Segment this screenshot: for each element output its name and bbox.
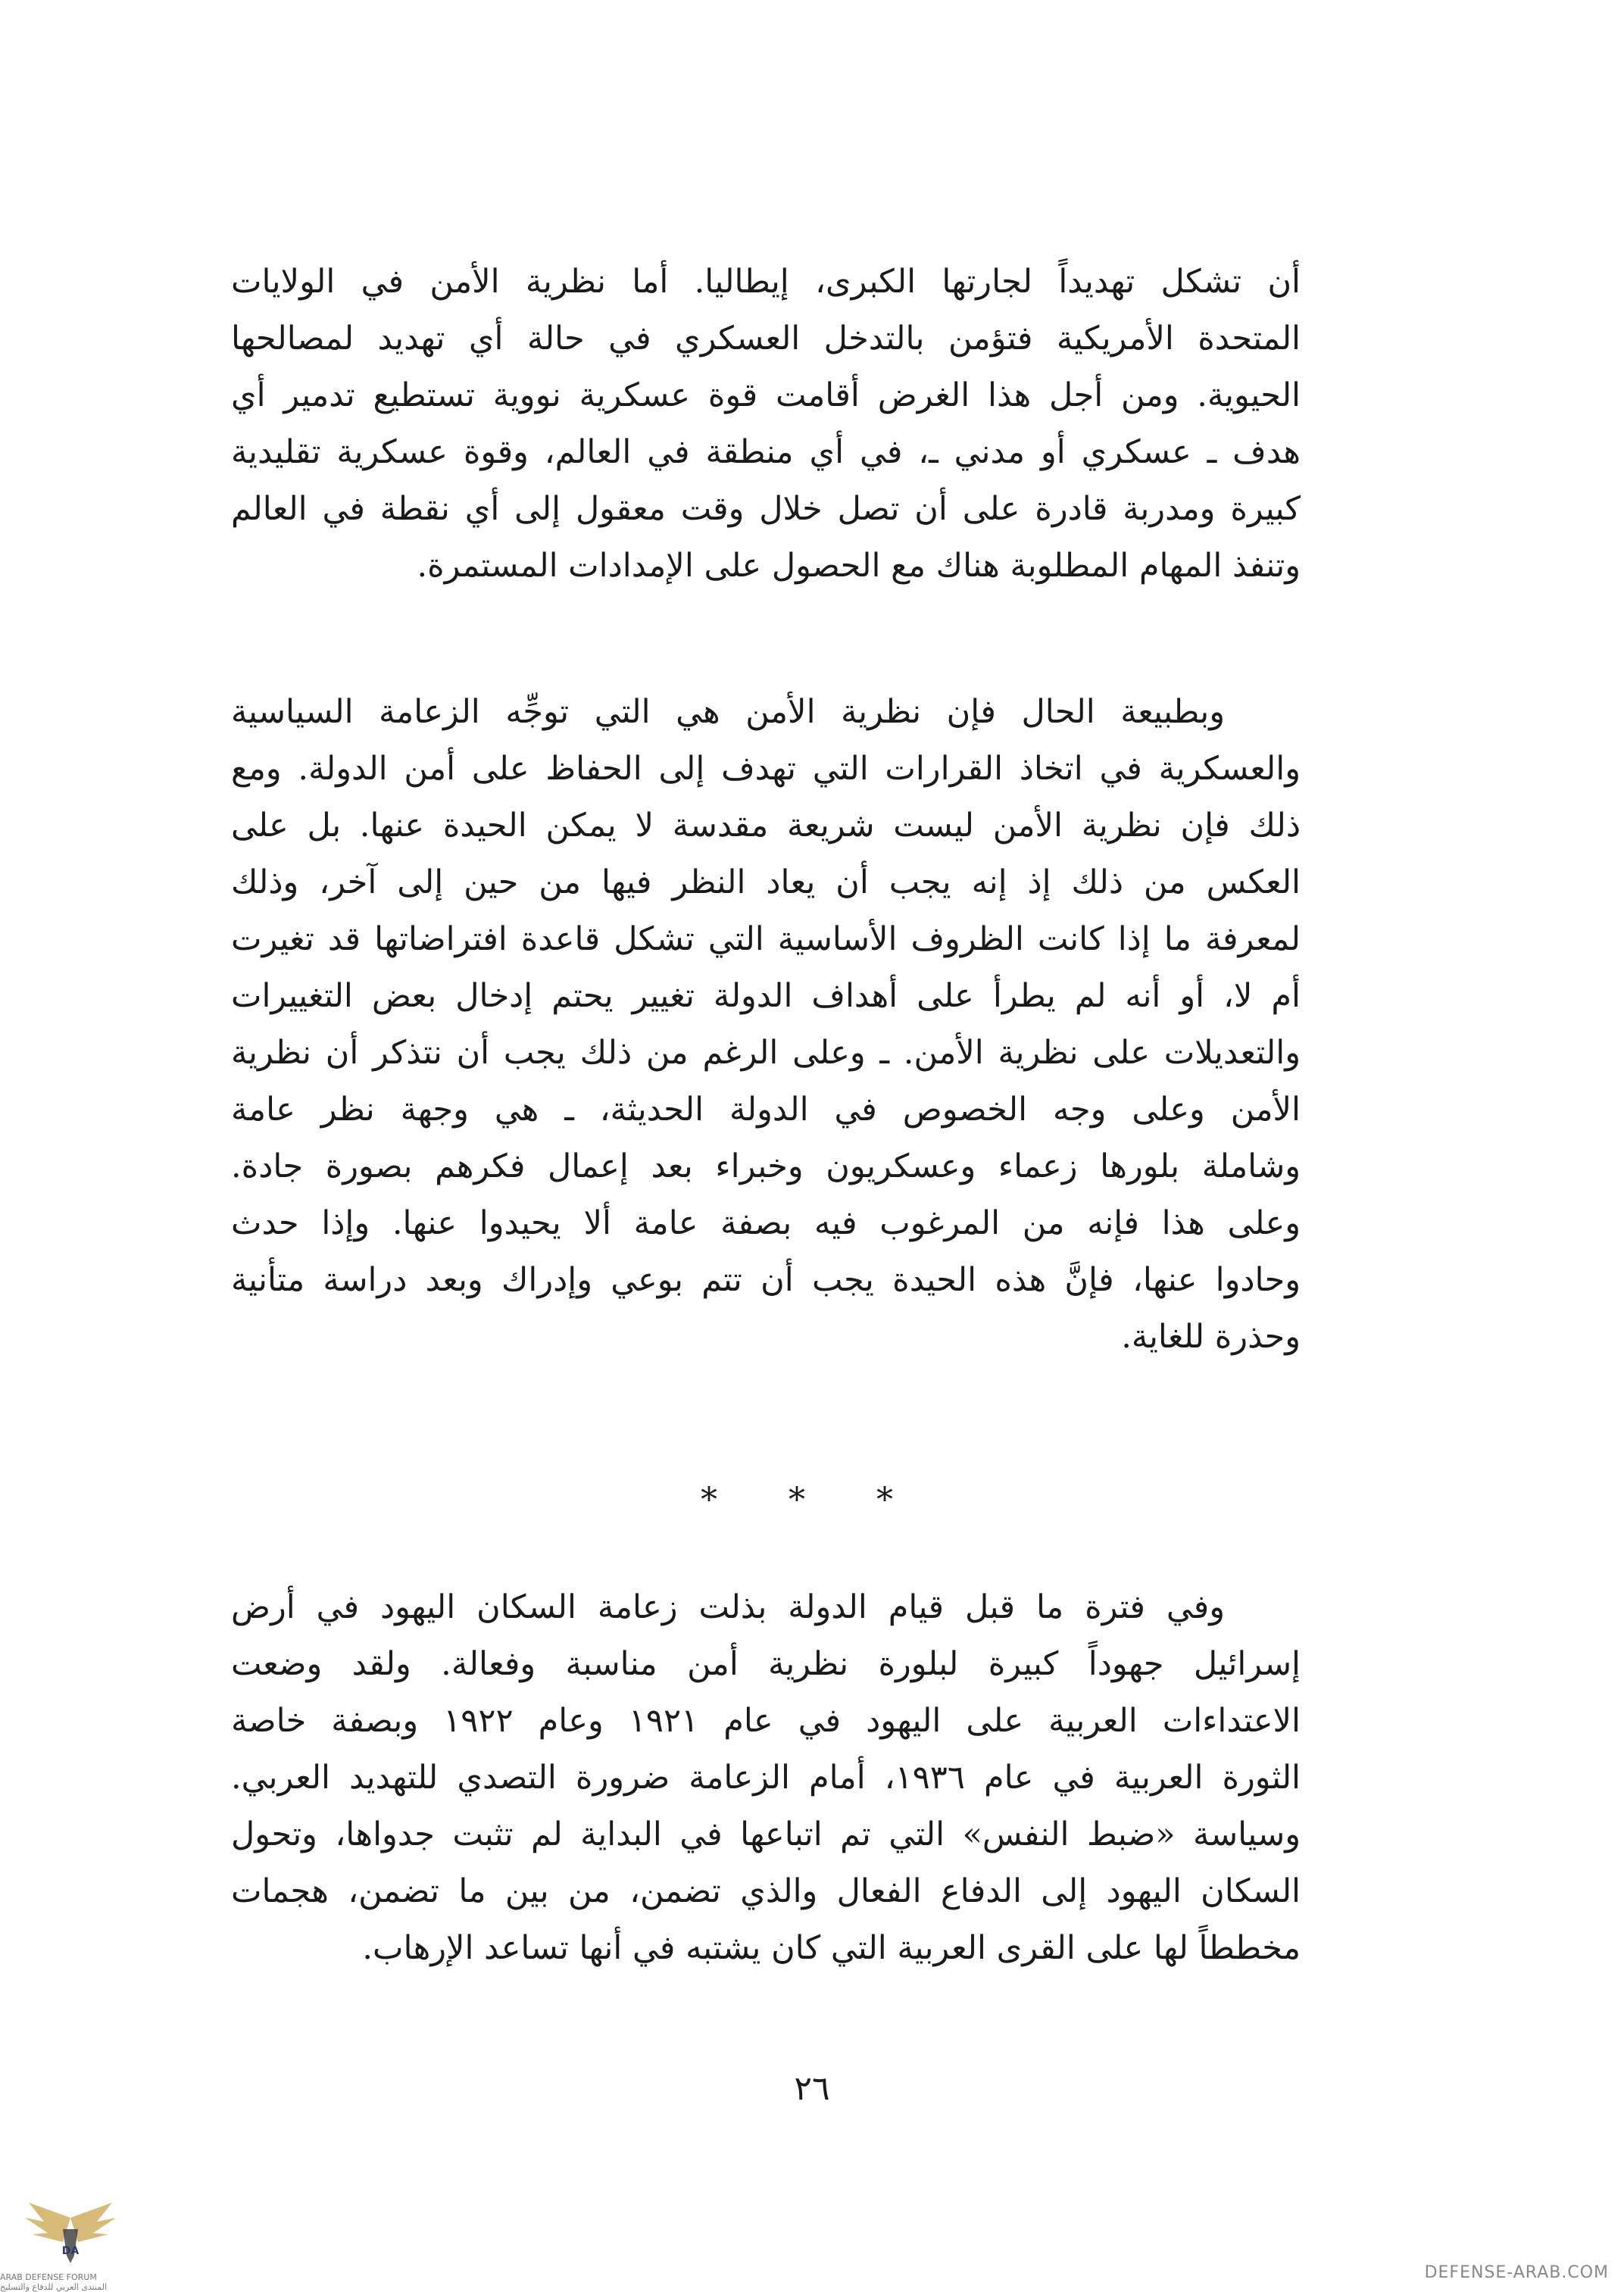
paragraph-line: وحادوا عنها، فإنَّ هذه الحيدة يجب أن تتم بوعي وإدراك وبعد دراسة متأنية (231, 1261, 1301, 1299)
paragraph-line: الاعتداءات العربية على اليهود في عام ١٩٢١ وعام ١٩٢٢ وبصفة خاصة (231, 1702, 1301, 1740)
paragraph-line: مخططاً لها على القرى العربية التي كان يشتبه في أنها تساعد الإرهاب. (362, 1929, 1301, 1967)
paragraph-line: وعلى هذا فإنه من المرغوب فيه بصفة عامة ألا يحيدوا عنها. وإذا حدث (231, 1204, 1301, 1242)
paragraph-line: وسياسة «ضبط النفس» التي تم اتباعها في البداية لم تثبت جدواها، وتحول (231, 1816, 1301, 1853)
paragraph-2 (231, 684, 1301, 1366)
paragraph-line: العكس من ذلك إذ إنه يجب أن يعاد النظر فيها من حين إلى آخر، وذلك (231, 863, 1301, 901)
paragraph-line: ذلك فإن نظرية الأمن ليست شريعة مقدسة لا يمكن الحيدة عنها. بل على (231, 807, 1301, 845)
paragraph-line: كبيرة ومدربة قادرة على أن تصل خلال وقت معقول إلى أي نقطة في العالم (231, 490, 1301, 528)
paragraph-line: والتعديلات على نظرية الأمن. ـ وعلى الرغم من ذلك يجب أن نتذكر أن نظرية (231, 1034, 1301, 1072)
section-separator: * * * (701, 1481, 923, 1519)
logo-abbrev: DA (61, 2245, 80, 2257)
paragraph-line: وحذرة للغاية. (1121, 1318, 1301, 1356)
paragraph-line: لمعرفة ما إذا كانت الظروف الأساسية التي تشكل قاعدة افتراضاتها قد تغيرت (231, 920, 1301, 958)
paragraph-line: السكان اليهود إلى الدفاع الفعال والذي تضمن، من بين ما تضمن، هجمات (231, 1872, 1301, 1910)
page-number: ٢٦ (794, 2069, 830, 2108)
paragraph-line: هدف ـ عسكري أو مدني ـ، في أي منطقة في العالم، وقوة عسكرية تقليدية (231, 433, 1301, 471)
logo-text-en: ARAB DEFENSE FORUM (0, 2272, 97, 2282)
paragraph-line: وبطبيعة الحال فإن نظرية الأمن هي التي توجِّه الزعامة السياسية (231, 693, 1225, 731)
paragraph-3 (231, 1579, 1301, 1977)
paragraph-line: الأمن وعلى وجه الخصوص في الدولة الحديثة، ـ هي وجهة نظر عامة (231, 1091, 1301, 1129)
forum-logo-icon (21, 2187, 120, 2278)
paragraph-line: وفي فترة ما قبل قيام الدولة بذلت زعامة السكان اليهود في أرض (231, 1588, 1225, 1626)
logo-text-ar: المنتدى العربي للدفاع والتسليح (0, 2282, 108, 2292)
paragraph-1 (231, 254, 1301, 595)
paragraph-line: إسرائيل جهوداً كبيرة لبلورة نظرية أمن مناسبة وفعالة. ولقد وضعت (231, 1645, 1301, 1683)
paragraph-line: وشاملة بلورها زعماء وعسكريون وخبراء بعد إعمال فكرهم بصورة جادة. (231, 1148, 1301, 1185)
paragraph-line: الحيوية. ومن أجل هذا الغرض أقامت قوة عسكرية نووية تستطيع تدمير أي (231, 376, 1301, 414)
paragraph-line: أن تشكل تهديداً لجارتها الكبرى، إيطاليا. أما نظرية الأمن في الولايات (231, 263, 1301, 301)
paragraph-line: وتنفذ المهام المطلوبة هناك مع الحصول على الإمدادات المستمرة. (417, 547, 1301, 585)
forum-logo-caption (0, 2272, 159, 2292)
paragraph-line: المتحدة الأمريكية فتؤمن بالتدخل العسكري في حالة أي تهديد لمصالحها (231, 320, 1301, 358)
paragraph-line: الثورة العربية في عام ١٩٣٦، أمام الزعامة ضرورة التصدي للتهديد العربي. (231, 1759, 1301, 1797)
paragraph-line: والعسكرية في اتخاذ القرارات التي تهدف إلى الحفاظ على أمن الدولة. ومع (231, 750, 1301, 788)
paragraph-line: أم لا، أو أنه لم يطرأ على أهداف الدولة تغيير يحتم إدخال بعض التغييرات (231, 977, 1301, 1015)
watermark-site: DEFENSE-ARAB.COM (1424, 2263, 1609, 2282)
